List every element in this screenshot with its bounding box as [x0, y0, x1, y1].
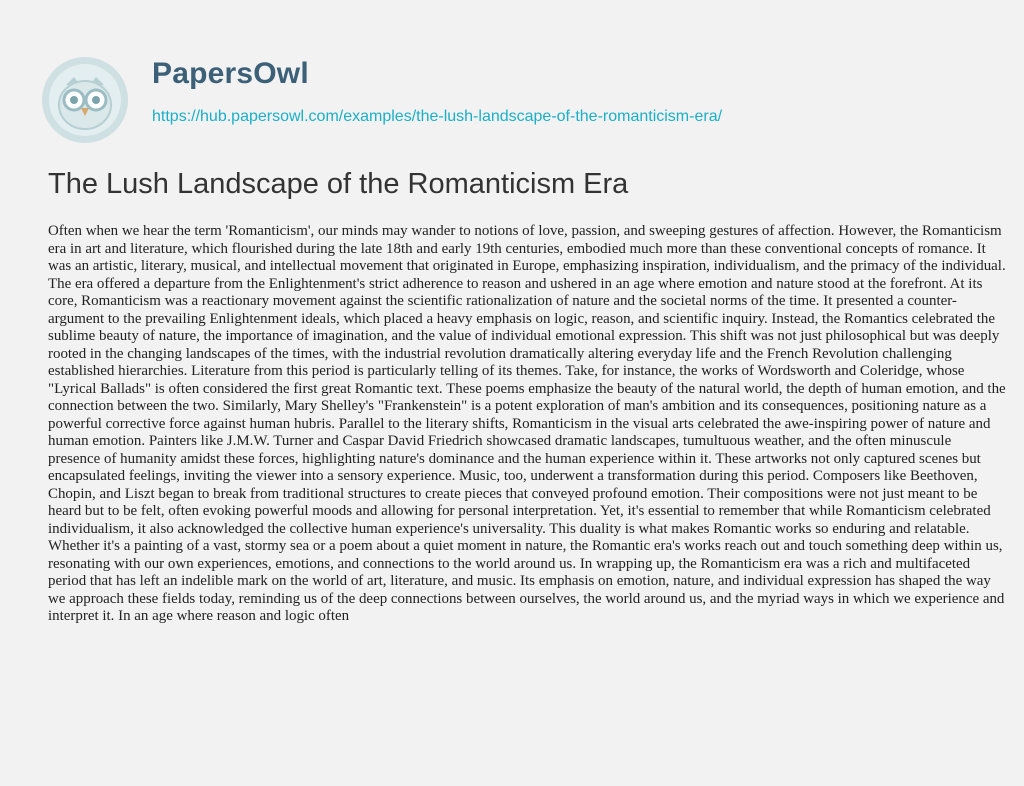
- owl-icon: [40, 55, 130, 145]
- essay-body: Often when we hear the term 'Romanticism', our minds may wander to notions of love, passion, and sweeping gestures of affection. However, the Romanticism era in art and literature, which flourished during the late 18th and early 19th centuries, embodied much more than these conventional concepts of romance. It was an artistic, literary, musical, and intellectual movement that originated in Europe, emphasizing inspiration, individualism, and the primacy of the individual. The era offered a departure from the Enlightenment's strict adherence to reason and ushered in an age where emotion and nature stood at the forefront. At its core, Romanticism was a reactionary movement against the scientific rationalization of nature and the societal norms of the time. It presented a counter-argument to the prevailing Enlightenment ideals, which placed a heavy emphasis on logic, reason, and scientific inquiry. Instead, the Romantics celebrated the sublime beauty of nature, the importance of imagination, and the value of individual emotional expression. This shift was not just philosophical but was deeply rooted in the changing landscapes of the times, with the industrial revolution dramatically altering everyday life and the French Revolution challenging established hierarchies. Literature from this period is particularly telling of its themes. Take, for instance, the works of Wordsworth and Coleridge, whose "Lyrical Ballads" is often considered the first great Romantic text. These poems emphasize the beauty of the natural world, the depth of human emotion, and the connection between the two. Similarly, Mary Shelley's "Frankenstein" is a potent exploration of man's ambition and its consequences, positioning nature as a powerful corrective force against human hubris. Parallel to the literary shifts, Romanticism in the visual arts celebrated the awe-inspiring power of nature and human emotion. Painters like J.M.W. Turner and Caspar David Friedrich showcased dramatic landscapes, tumultuous weather, and the often minuscule presence of humanity amidst these forces, highlighting nature's dominance and the human experience within it. These artworks not only captured scenes but encapsulated feelings, inviting the viewer into a sensory experience. Music, too, underwent a transformation during this period. Composers like Beethoven, Chopin, and Liszt began to break from traditional structures to create pieces that conveyed profound emotion. Their compositions were not just meant to be heard but to be felt, often evoking powerful moods and allowing for personal interpretation. Yet, it's essential to remember that while Romanticism celebrated individualism, it also acknowledged the collective human experience's universality. This duality is what makes Romantic works so enduring and relatable. Whether it's a painting of a vast, stormy sea or a poem about a quiet moment in nature, the Romantic era's works reach out and touch something deep within us, resonating with our own experiences, emotions, and connections to the world around us. In wrapping up, the Romanticism era was a rich and multifaceted period that has left an indelible mark on the world of art, literature, and music. Its emphasis on emotion, nature, and individual expression has shaped the way we approach these fields today, reminding us of the deep connections between ourselves, the world around us, and the myriad ways in which we experience and interpret it. In an age where reason and logic often: [48, 223, 1006, 624]
- brand-name[interactable]: PapersOwl: [152, 57, 309, 90]
- source-url-link[interactable]: https://hub.papersowl.com/examples/the-lush-landscape-of-the-romanticism-era/: [152, 108, 723, 125]
- site-header: [40, 45, 1000, 155]
- page-title: The Lush Landscape of the Romanticism Era: [48, 168, 629, 200]
